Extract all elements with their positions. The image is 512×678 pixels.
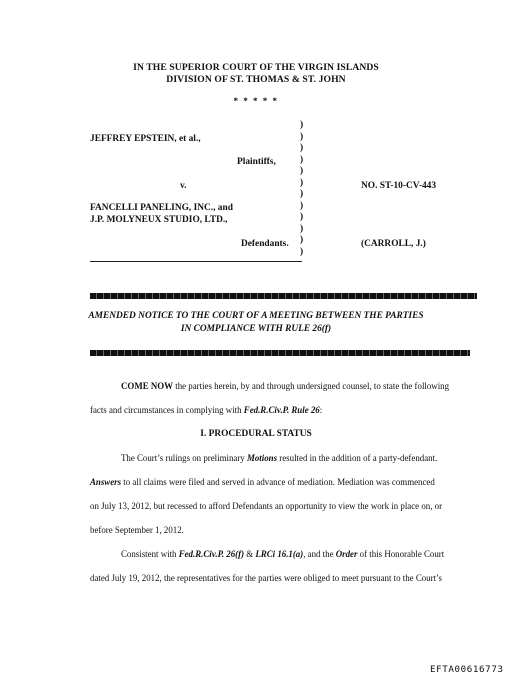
judge-name: (CARROLL, J.) [361, 239, 426, 249]
case-number: NO. ST-10-CV-443 [361, 181, 437, 191]
para2-rule-ref: Fed.R.Civ.P. 26(f) [178, 549, 245, 559]
court-name: IN THE SUPERIOR COURT OF THE VIRGIN ISLANDS [133, 62, 379, 73]
para1-l1-end: resulted in the addition of a party-defendant. [277, 453, 438, 463]
defendant-line-1: FANCELLI PANELING, INC., and [90, 203, 233, 213]
intro-line-2 [90, 405, 322, 415]
para2-order: Order [335, 549, 358, 559]
versus-label: v. [180, 181, 187, 191]
para1-l1-text: The Court’s rulings on preliminary [121, 453, 247, 463]
para2-line-2: dated July 19, 2012, the representatives for the parties were obliged to meet pursuant to the Court’s [90, 573, 442, 583]
intro-rule-ref: Fed.R.Civ.P. Rule 26 [243, 405, 320, 415]
intro-line2-end: : [319, 405, 323, 415]
para1-line-4: before September 1, 2012. [90, 525, 184, 535]
intro-line-1 [121, 381, 449, 391]
para1-answers: Answers [90, 477, 122, 487]
defendant-line-2: J.P. MOLYNEUX STUDIO, LTD., [90, 215, 228, 225]
caption-paren-column: ) ) ) ) ) ) ) ) ) ) ) ) [300, 120, 304, 257]
plaintiffs-label: Plaintiffs, [237, 157, 276, 167]
plaintiff-name: JEFFREY EPSTEIN, et al., [90, 134, 201, 144]
intro-line2-text: facts and circumstances in complying with [90, 405, 244, 415]
section-heading-procedural-status: I. PROCEDURAL STATUS [200, 429, 312, 439]
para1-line-2 [90, 477, 435, 487]
para2-l1-mid: , and the [303, 549, 336, 559]
caption-underline [90, 261, 302, 262]
para2-lrci-ref: LRCi 16.1(a) [255, 549, 304, 559]
para2-line-1 [121, 549, 444, 559]
bates-number: EFTA00616773 [430, 664, 504, 675]
intro-lead: COME NOW [121, 381, 174, 391]
title-rule-bottom [90, 350, 470, 356]
para1-line-3: on July 13, 2012, but recessed to afford Defendants an opportunity to view the work in place on, or [90, 501, 443, 511]
para1-l2-text: to all claims were filed and served in advance of mediation. Mediation was commenced [121, 477, 435, 487]
title-rule-top [90, 293, 477, 299]
intro-rest: the parties herein, by and through undersigned counsel, to state the following [173, 381, 450, 391]
header-separator: * * * * * [233, 96, 279, 106]
document-title-line-1: AMENDED NOTICE TO THE COURT OF A MEETING BETWEEN THE PARTIES [88, 311, 424, 321]
para2-l1-end: of this Honorable Court [357, 549, 445, 559]
document-title-line-2: IN COMPLIANCE WITH RULE 26(f) [180, 324, 332, 334]
court-division: DIVISION OF ST. THOMAS & ST. JOHN [166, 74, 346, 85]
para1-motions: Motions [246, 453, 278, 463]
para2-amp: & [244, 549, 256, 559]
para2-l1-text: Consistent with [121, 549, 179, 559]
para1-line-1 [121, 453, 437, 463]
defendants-label: Defendants. [241, 239, 289, 249]
